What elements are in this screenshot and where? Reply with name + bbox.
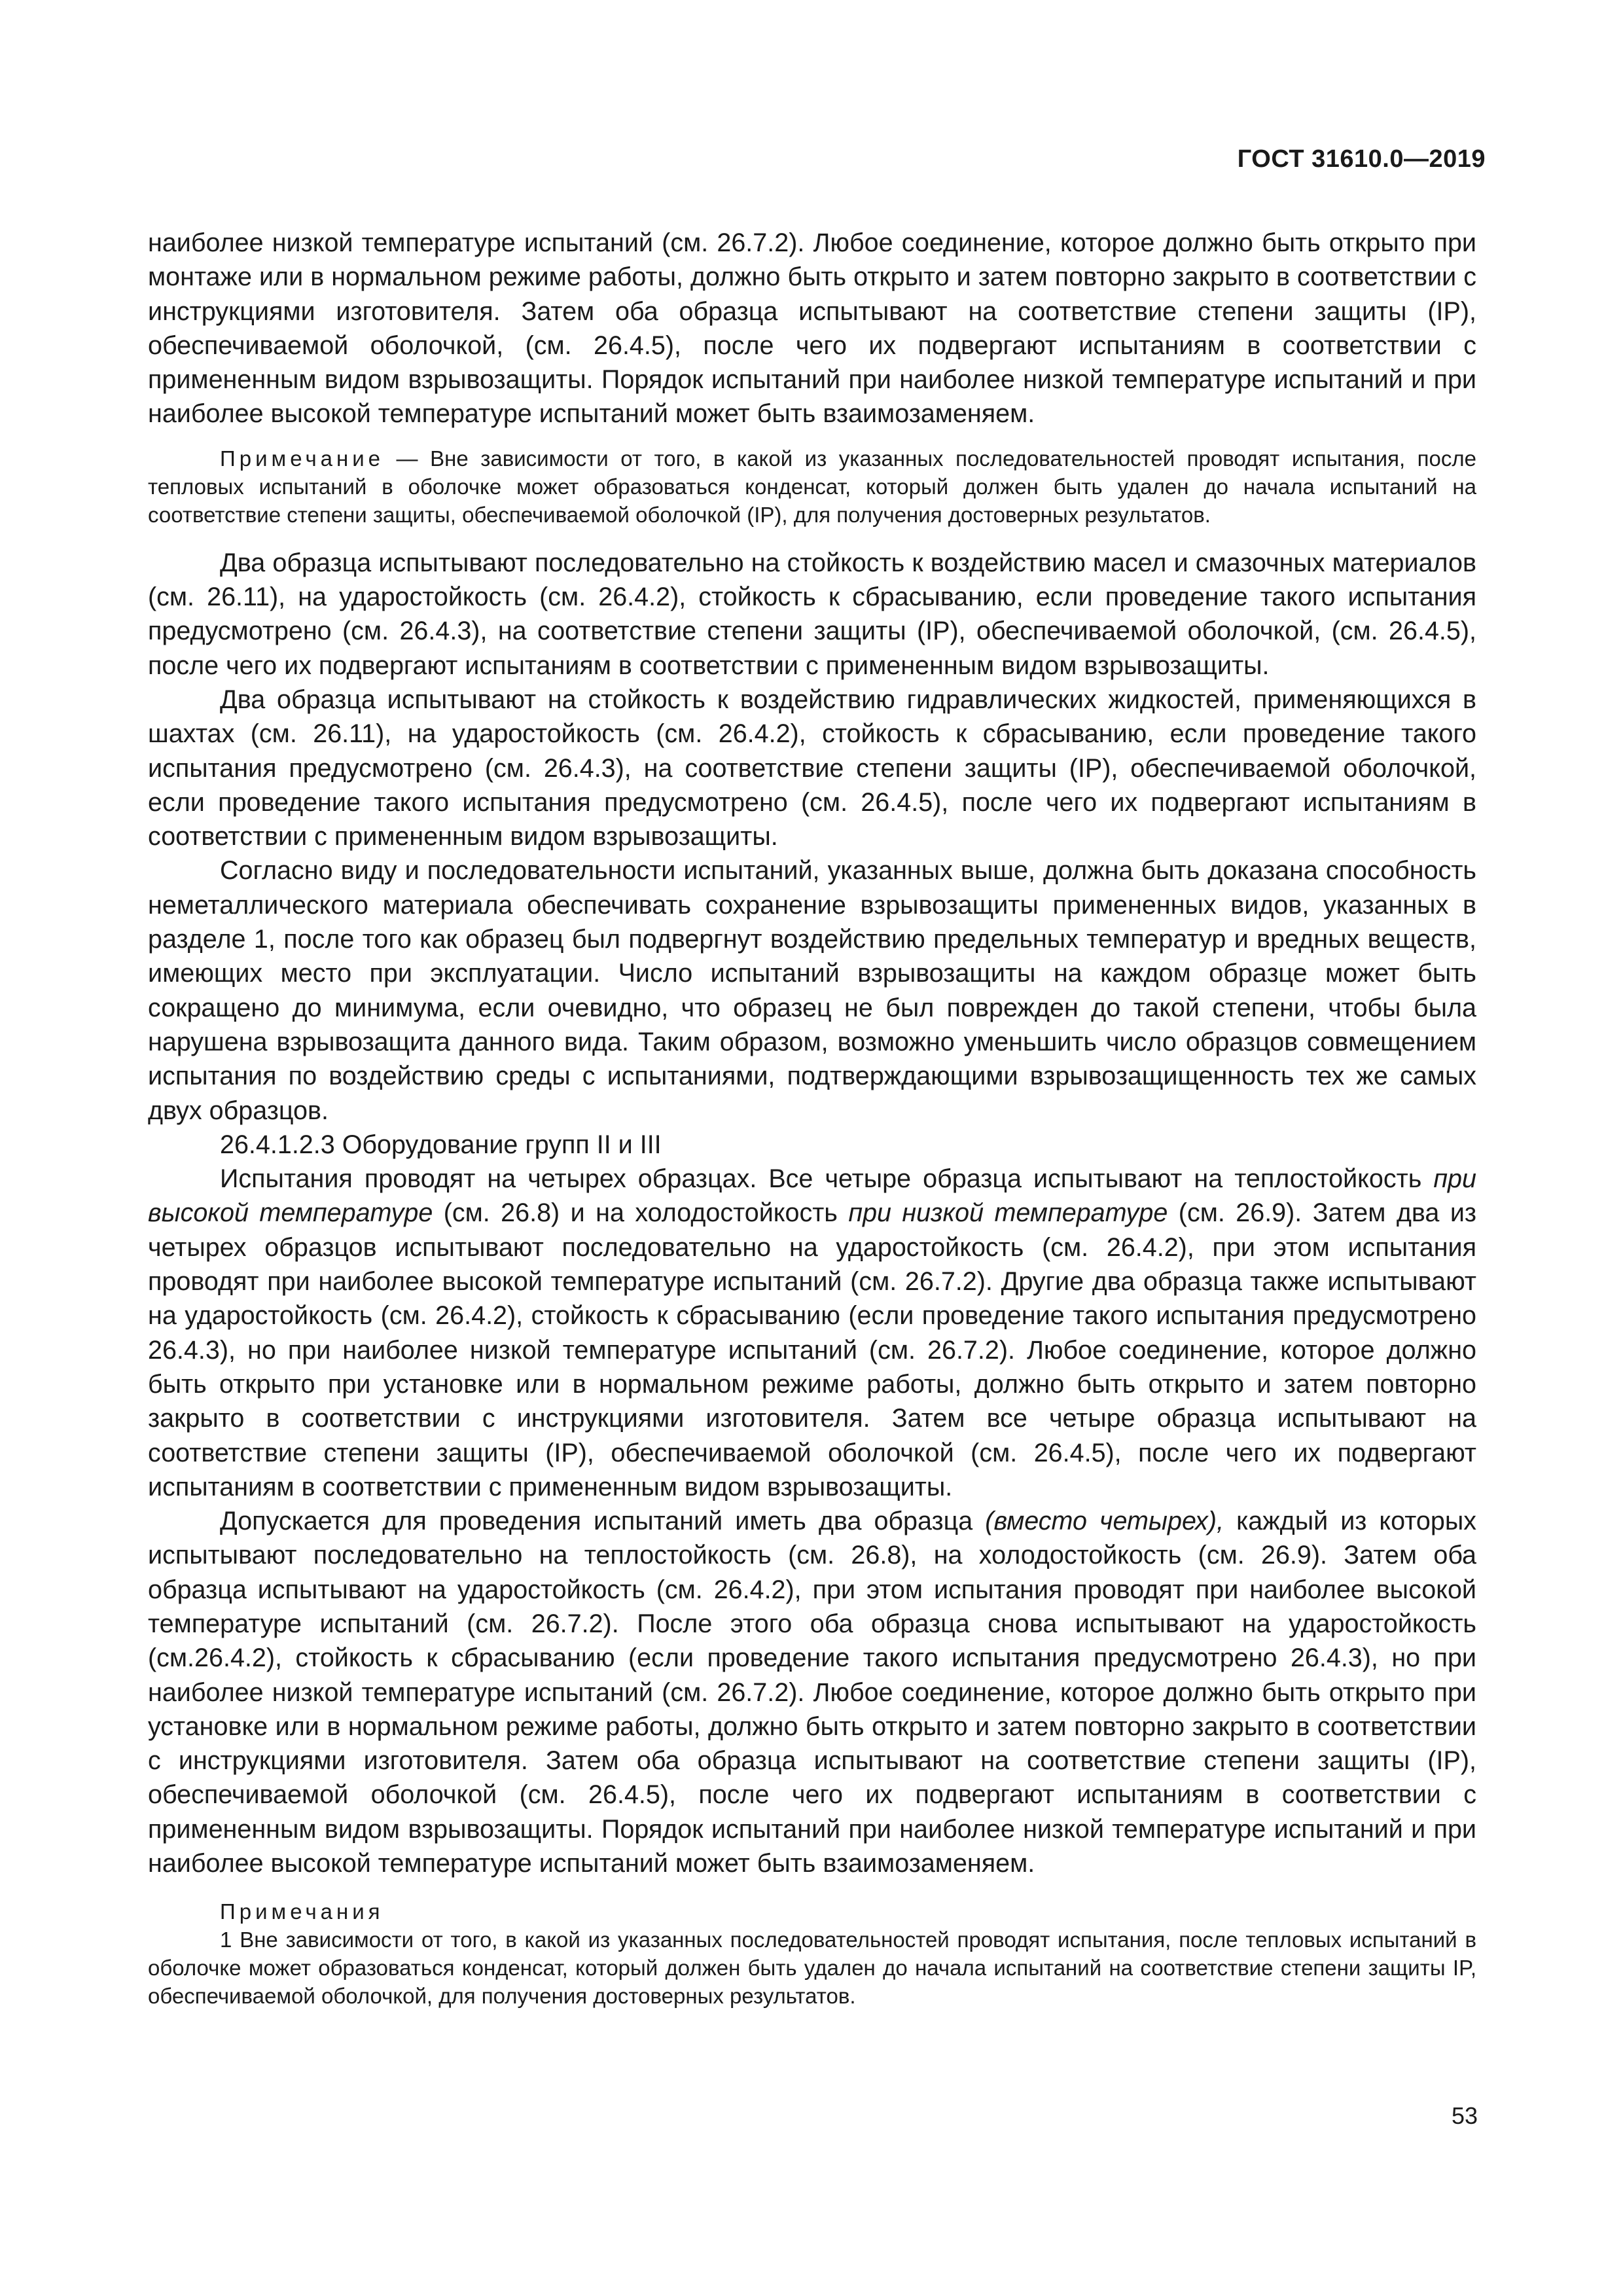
paragraph-3: Два образца испытывают на стойкость к воздействию гидравлических жидкостей, применяющихся в шахтах (см. 26.11), на ударостойкость (см. 26.4.2), стойкость к сбрасыванию, если проведение такого испытания предусмотрено (см. 26.4.3), на соответствие степени защиты (IP), обеспечиваемой оболочкой, если проведение такого испытания предусмотрено (см. 26.4.5), после чего их подвергают испытаниям в соответствии с примененным видом взрывозащиты. (148, 685, 1476, 852)
notes-block (148, 1897, 1476, 2010)
p6-text-a: Допускается для проведения испытаний иметь два образца (220, 1507, 986, 1536)
note-label: Примечание (220, 446, 385, 471)
p5-text-a: Испытания проводят на четырех образцах. Все четыре образца испытывают на теплостойкость (220, 1164, 1434, 1194)
document-header: ГОСТ 31610.0—2019 (1237, 145, 1486, 173)
note-1 (148, 444, 1476, 529)
note-item-1: 1 Вне зависимости от того, в какой из указанных последовательностей проводят испытания, после тепловых испытаний в оболочке может образоваться конденсат, который должен быть удален до начала испытаний на соответствие степени защиты IP, обеспечиваемой оболочкой, для получения достоверных результатов. (148, 1928, 1476, 2009)
p5-text-c: (см. 26.8) и на холодостойкость (433, 1198, 849, 1228)
p5-text-e: (см. 26.9). Затем два из четырех образцов испытывают последовательно на ударостойкость (см. 26.4.2), при этом испытания проводят при наиболее высокой температуре испытаний (см. 26.7.2). Другие два образца также испытывают на ударостойкость (см. 26.4.2), стойкость к сбрасыванию (если проведение такого испытания предусмотрено 26.4.3), но при наиболее низкой температуре испытаний (см. 26.7.2). Любое соединение, которое должно быть открыто при установке или в нормальном режиме работы, должно быть открыто и затем повторно закрыто в соответствии с инструкциями изготовителя. Затем все четыре образца испытывают на соответствие степени защиты (IP), обеспечиваемой оболочкой (см. 26.4.5), после чего их подвергают испытаниям в соответствии с примененным видом взрывозащиты. (148, 1198, 1476, 1501)
p6-emphasis-b: (вместо четырех), (985, 1507, 1224, 1536)
page-content (148, 226, 1476, 2010)
paragraph-1: наиболее низкой температуре испытаний (см. 26.7.2). Любое соединение, которое должно быть открыто при монтаже или в нормальном режиме работы, должно быть открыто и затем повторно закрыто в соответствии с инструкциями изготовителя. Затем оба образца испытывают на соответствие степени защиты (IP), обеспечиваемой оболочкой, (см. 26.4.5), после чего их подвергают испытаниям в соответствии с примененным видом взрывозащиты. Порядок испытаний при наиболее низкой температуре испытаний и при наиболее высокой температуре испытаний может быть взаимозаменяем. (148, 228, 1476, 429)
p5-emphasis-b: при высокой температуре (148, 1164, 1476, 1228)
p5-emphasis-d: при низкой температуре (848, 1198, 1168, 1228)
note-text: — Вне зависимости от того, в какой из указанных последовательностей проводят испытания, после тепловых испытаний в оболочке может образоваться конденсат, который должен быть удален до начала испытаний на соответствие степени защиты, обеспечиваемой оболочкой (IP), для получения достоверных результатов. (148, 446, 1476, 527)
page-number: 53 (1451, 2102, 1478, 2129)
notes-title: Примечания (220, 1899, 384, 1924)
paragraph-5 (148, 1162, 1476, 1504)
section-heading (148, 1128, 1476, 1162)
paragraph-4: Согласно виду и последовательности испытаний, указанных выше, должна быть доказана способность неметаллического материала обеспечивать сохранение взрывозащиты примененных видов, указанных в разделе 1, после того как образец был подвергнут воздействию предельных температур и вредных веществ, имеющих место при эксплуатации. Число испытаний взрывозащиты на каждом образце может быть сокращено до минимума, если очевидно, что образец не был поврежден до такой степени, чтобы была нарушена взрывозащита данного вида. Таким образом, возможно уменьшить число образцов совмещением испытания по воздействию среды с испытаниями, подтверждающими взрывозащищенность тех же самых двух образцов. (148, 856, 1476, 1125)
section-number: 26.4.1.2.3 (220, 1130, 335, 1159)
section-title: Оборудование групп II и III (342, 1130, 662, 1159)
paragraph-6 (148, 1504, 1476, 1880)
paragraph-2: Два образца испытывают последовательно на стойкость к воздействию масел и смазочных материалов (см. 26.11), на ударостойкость (см. 26.4.2), стойкость к сбрасыванию, если проведение такого испытания предусмотрено (см. 26.4.3), на соответствие степени защиты (IP), обеспечиваемой оболочкой, (см. 26.4.5), после чего их подвергают испытаниям в соответствии с примененным видом взрывозащиты. (148, 548, 1476, 680)
p6-text-c: каждый из которых испытывают последовательно на теплостойкость (см. 26.8), на холодостойкость (см. 26.9). Затем оба образца испытывают на ударостойкость (см. 26.4.2), при этом испытания проводят при наиболее высокой температуре испытаний (см. 26.7.2). После этого оба образца снова испытывают на ударостойкость (см.26.4.2), стойкость к сбрасыванию (если проведение такого испытания предусмотрено 26.4.3), но при наиболее низкой температуре испытаний (см. 26.7.2). Любое соединение, которое должно быть открыто при установке или в нормальном режиме работы, должно быть открыто и затем повторно закрыто в соответствии с инструкциями изготовителя. Затем оба образца испытывают на соответствие степени защиты (IP), обеспечиваемой оболочкой (см. 26.4.5), после чего их подвергают испытаниям в соответствии с примененным видом взрывозащиты. Порядок испытаний при наиболее низкой температуре испытаний и при наиболее высокой температуре испытаний может быть взаимозаменяем. (148, 1507, 1476, 1878)
